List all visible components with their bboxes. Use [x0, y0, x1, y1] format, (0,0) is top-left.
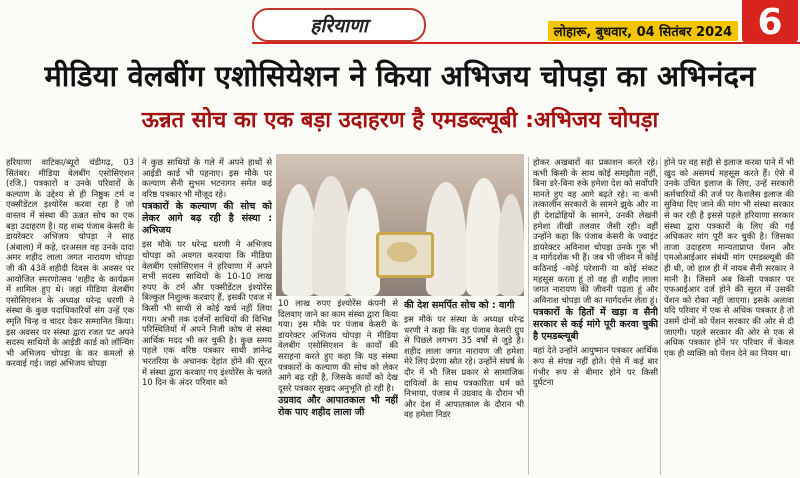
column-text: 10 लाख रुपए इंश्योरेंस कंपनी से दिलवाए जाने का काम संस्था द्वारा किया गया। इस मौके पर पंजाब केसरी के डायरेक्टर अभिजय चोपड़ा ने मीडिया वेलबींग एसोसिएशन के कार्यों की सराहना करते हुए कहा कि यह संस्था पत्रकारों के कल्याण की सोच को लेकर आगे बढ़ रही है, जिसके कार्यों को देख दूसरे पत्रकार सुखद अनुभूति हो रही है।	[278, 298, 398, 393]
photo-person	[312, 176, 350, 296]
article-column-6	[664, 157, 794, 475]
column-text: वहां देते उन्होंने आयुष्मान पत्रकार आर्थिक रूप से संपन्न नहीं होते। ऐसे में कई बार गंभीर रूप से बीमार होने पर किसी दुर्घटना	[533, 345, 658, 388]
column-text: होकर अखबारों का प्रकाशन करते रहे। कभी किसी के साथ कोई समझौता नहीं, बिना डरे-बिना रुके हमेशा देश को सर्वोपरि मानते हुए वह आगे बढ़ते रहे। ना कभी तत्कालीन सरकारों के सामने झुके और ना ही देशद्रोहियों के सामने, उनकी लेखनी हमेशा तीखी तलवार जैसी रही। वहीं उन्होंने कहा कि पंजाब केसरी के ज्वाइंट डायरेक्टर अविनाश चोपड़ा उनके गुरु भी व मार्गदर्शक भी हैं। जब भी जीवन में कोई कठिनाई -कोई परेशानी या कोई संकट महसूस करता हूं तो वह ही शहीद लाला जगत नारायण की जीवनी पढ़ता हूं और अविनाश चोपड़ा जी का मार्गदर्शन लेता हूं।	[533, 157, 658, 305]
page-header	[0, 0, 800, 44]
photo-person	[498, 194, 524, 296]
plaque-emblem	[387, 242, 417, 262]
dateline: लोहारू, बुधवार, 04 सितंबर 2024	[548, 21, 738, 41]
article-column-5	[533, 157, 658, 475]
page-number: 6	[742, 0, 798, 44]
column-divider	[528, 157, 529, 475]
header-rule	[252, 42, 800, 44]
article-column-1	[6, 157, 134, 475]
column-text: होने पर वह सही से इलाज करवा पाने में भी खुद को असमर्थ महसूस करते हैं। ऐसे में उनके उचित इलाज के लिए, उन्हें सरकारी कर्मचारियों की तर्ज पर कैशलैस इलाज की सुविधा दिए जाने की मांग भी संस्था सरकार से कर रही है इससे पहले हरियाणा सरकार संस्था द्वारा पत्रकारों के लिए की गई अधिकतर मांग पूरी कर चुकी है। जिसका ताजा उदाहरण मान्यताप्राप्त पेंशन और एमओआईआर संबंधी मांग एमडब्ल्यूबी की ही थी, जो हाल ही में नायब सैनी सरकार ने मानी है। जिसमें अब किसी पत्रकार पर एफआईआर दर्ज होने की सूरत में उसकी पेंशन को रोका नहीं जाएगा। इसके अलावा यदि परिवार में एक से अधिक पत्रकार है तो उसमें दोनों को पेंशन सरकार की ओर से दी जाएगी। पहले सरकार की ओर से एक से अधिक पत्रकार होने पर परिवार में केवल एक ही व्यक्ति को पेंशन देने का नियम था।	[664, 157, 794, 358]
column-text: ने कुछ साथियों के गले में अपने हाथों से आईडी कार्ड भी पहनाए। इस मौके पर कल्याण सैनी सुभम भटनागर समेत कई वरिष्ठ पत्रकार भी मौजूद रहे।	[142, 157, 272, 199]
photo-person	[346, 188, 380, 296]
column-text: इस मौके पर संस्था के अध्यक्ष धरेन्द्र धरणी ने कहा कि वह पंजाब केसरी ग्रुप से पिछले लगभग 35 वर्षों से जुड़े है। शहीद लाला जगत नारायण जी हमेशा मेरे लिए प्रेरणा स्रोत रहे। उन्होंने संघर्ष के दौर में भी जिस प्रकार से सामाजिक दायित्वों के साथ पत्रकारिता धर्म को निभाया, पंजाब में उग्रवाद के दौरान भी और देश में आपातकाल के दौरान भी वह हमेशा निडर	[404, 314, 524, 420]
column-divider	[138, 157, 139, 475]
column-text: इस मौके पर धरेन्द्र धरणी ने अभिजय चोपड़ा को अवगत करवाया कि मीडिया वेलबींग एसोसिएशन ने हरियाणा में अपने सभी सदस्य साथियों के 10-10 लाख रुपए के टर्म और एक्सीडेंटल इंश्योरेंस बिल्कुल निशुल्क करवाए हैं, इसकी एवज में किसी भी साथी से कोई खर्च नहीं लिया गया। अभी तक दर्जनों साथियों की विभिन्न परिस्थितियों में अपने निजी कोष से संस्था आर्थिक मदद भी कर चुकी है। कुछ समय पहले एक वरिष्ठ पत्रकार साथी ज्ञानेन्द्र भरतरिया के अचानक देहांत होने की सूरत में संस्था द्वारा करवाए गए इंश्योरेंस के चलते 10 दिन के अंदर परिवार को	[142, 239, 272, 388]
headline: मीडिया वेलबींग एशोसियेशन ने किया अभिजय चोपड़ा का अभिनंदन	[44, 59, 756, 93]
column-subhead: पत्रकारों के कल्याण की सोच को लेकर आगे बढ़ रही है संस्था : अभिजय	[142, 201, 272, 237]
column-text: हरियाणा वाटिका/ब्यूरो चंडीगढ़, 03 सितंबर। मीडिया वेलबींग एसोसिएशन (रजि.) पत्रकारों व उनके परिवारों के कल्याण के उद्देश्य से ही निष्ठुक टर्म व एक्सीडेंटल इश्योरेंस करवा रहा है जो वास्तव में संस्था की ऊन्नत सोच का एक बड़ा उदाहरण है। यह शब्द पंजाब केसरी के डायरेक्टर अभिजय चोपड़ा ने साह (अंबाला) में कहे, दरअसल वह उनके दादा अमर शहीद लाला जगत नारायण चोपड़ा जी की 43वें शहीदी दिवस के अवसर पर आयोजित स्मरणोत्सव 'शहीद के कार्यक्रम में शामिल हुए थे। जहां मीडिया वेलबींग एसोसिएशन के अध्यक्ष धरेन्द्र धरणी ने संस्था के कुछ पदाधिकारियों संग उन्हें एक स्मृति चिन्ह व चादर देकर सम्मानित किया। इस अवसर पर संस्था द्वारा रजत पट अपने सदस्य साथियों के आईडी कार्ड को लॉन्चिंग भी अभिजय चोपड़ा के कर कमलों से करवाई गई। जहां अभिजय चोपड़ा	[6, 157, 134, 369]
event-photo	[276, 154, 524, 296]
column-subhead: पत्रकारों के हितों में खड़ा व सैनी सरकार से कई मांगे पूरी करवा चुकी है एमडब्ल्यूबी	[533, 307, 658, 343]
column-subhead: उग्रवाद और आपातकाल भी नहीं रोक पाए शहीद लाला जी	[278, 395, 398, 419]
article-column-3	[278, 298, 398, 476]
photo-person	[282, 184, 316, 296]
column-divider	[660, 157, 661, 475]
subheadline: ऊन्नत सोच का एक बड़ा उदाहरण है एमडब्ल्यूबी :अभिजय चोपड़ा	[141, 108, 659, 133]
article-column-4	[404, 298, 524, 476]
photo-person	[466, 178, 502, 296]
memento-plaque	[376, 232, 434, 278]
article-column-2	[142, 157, 272, 475]
column-subhead: की देश समर्पित सोच को : वागी	[404, 300, 515, 311]
section-label: हरियाणा	[252, 8, 426, 42]
